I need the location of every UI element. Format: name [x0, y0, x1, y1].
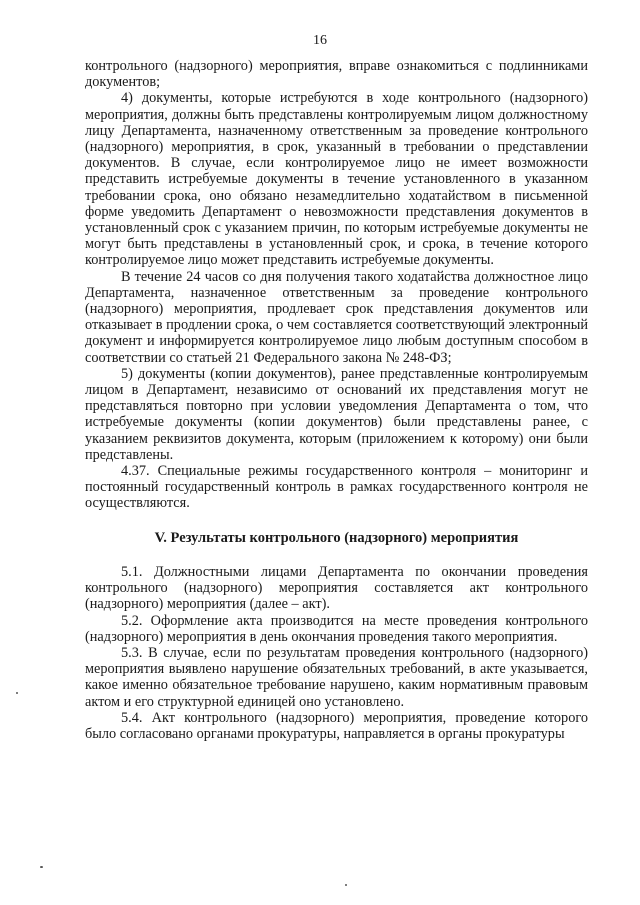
paragraph: контрольного (надзорного) мероприятия, вправе ознакомиться с подлинниками документов;	[85, 58, 588, 91]
section-title: V. Результаты контрольного (надзорного) мероприятия	[154, 529, 519, 546]
scan-speck	[16, 692, 18, 694]
paragraph: 4) документы, которые истребуются в ходе контрольного (надзорного) мероприятия, должны быть представлены контролируемым лицом должностному лицу Департамента, назначенному ответственным за проведение контрольного (надзорного) мероприятия, в срок, указанный в требовании о представлении документов. В случае, если контролируемое лицо не имеет возможности представить истребуемые документы в течение установленного в указанном требовании срока, оно обязано незамедлительно ходатайством в письменной форме уведомить Департамент о невозможности представления документов в установленный срок с указанием причин, по которым истребуемые документы не могут быть представлены в установленный срок, и срока, в течение которого контролируемое лицо может представить истребуемые документы.	[85, 90, 588, 269]
paragraphs-bottom	[85, 564, 588, 742]
scan-speck	[345, 884, 347, 886]
paragraph: 5.1. Должностными лицами Департамента по окончании проведения контрольного (надзорного) мероприятия составляется акт контрольного (надзорного) мероприятия (далее – акт).	[85, 563, 588, 613]
paragraph: 5.3. В случае, если по результатам проведения контрольного (надзорного) мероприятия выявлено нарушение обязательных требований, в акте указывается, какое именно обязательное требование нарушено, каким нормативным правовым актом и его структурной единицей оно установлено.	[85, 644, 588, 710]
paragraph: 5.4. Акт контрольного (надзорного) мероприятия, проведение которого было согласовано органами прокуратуры, направляется в органы прокуратуры	[85, 709, 588, 742]
document-body	[85, 58, 588, 742]
page-number: 16	[313, 33, 327, 48]
paragraph: 4.37. Специальные режимы государственного контроля – мониторинг и постоянный государственный контроль в рамках государственного контроля не осуществляются.	[85, 463, 588, 512]
paragraph: 5.2. Оформление акта производится на месте проведения контрольного (надзорного) мероприятия в день окончания проведения такого мероприятия.	[85, 612, 588, 645]
paragraph: В течение 24 часов со дня получения такого ходатайства должностное лицо Департамента, назначенное ответственным за проведение контрольного (надзорного) мероприятия, продлевает срок представления документов или отказывает в продлении срока, о чем составляется соответствующий электронный документ и информируется контролируемое лицо любым доступным способом в соответствии со статьей 21 Федерального закона № 248-ФЗ;	[85, 268, 588, 366]
paragraph: 5) документы (копии документов), ранее представленные контролируемым лицом в Департамент, независимо от оснований их представления могут не представляться повторно при условии уведомления Департамента о том, что истребуемые документы (копии документов) были представлены ранее, с указанием реквизитов документа, которым (приложением к которому) они были представлены.	[85, 365, 588, 463]
scan-speck	[40, 866, 43, 868]
paragraphs-top	[85, 58, 588, 512]
